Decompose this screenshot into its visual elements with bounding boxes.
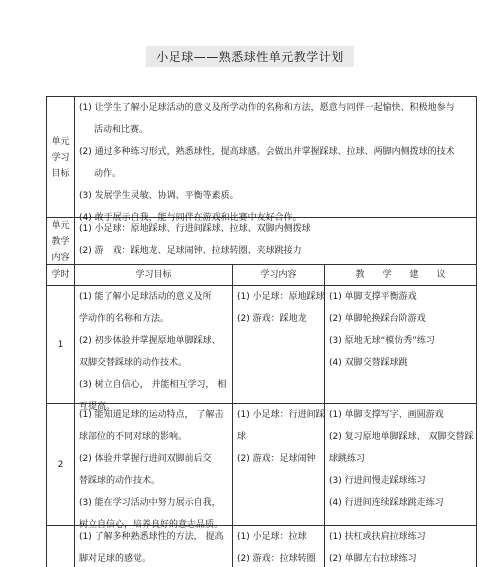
goal-line: (2) 体验并掌握行进间双脚前后交 <box>79 454 212 464</box>
content-line: (1) 小足球：拉球 <box>237 532 307 542</box>
label-line: 教学 <box>51 237 70 247</box>
lesson-content <box>233 286 325 403</box>
goal-line: 互提高。 <box>79 402 116 412</box>
goal-line: (2) 初步体验并掌握原地单脚踩球、 <box>79 336 221 346</box>
label-line: 目标 <box>51 169 70 179</box>
lesson-row <box>47 286 476 412</box>
content-line: (2) 游 戏：踩地龙、足球闹钟、拉球转圈、夹球跳接力 <box>79 246 302 256</box>
goal-line: (1) 了解多种熟悉球性的方法， 提高 <box>79 532 224 542</box>
label-line: 单元 <box>51 221 70 231</box>
goal-line: 脚对足球的感觉。 <box>79 554 152 564</box>
header-advice: 教 学 建 议 <box>355 270 446 280</box>
header-content: 学习内容 <box>233 265 325 285</box>
goal-line: (3) 能在学习活动中努力展示自我， <box>79 498 221 508</box>
lesson-content <box>233 404 325 525</box>
goal-line: (1) 让学生了解小足球活动的意义及所学动作的名称和方法，愿意与同伴一起愉快、积极地参与 <box>79 103 455 113</box>
advice-line: (3) 行进间慢走踩球练习 <box>329 476 426 486</box>
lesson-number <box>47 526 75 567</box>
unit-content-text <box>75 218 476 264</box>
page-title: 小足球——熟悉球性单元教学计划 <box>146 46 354 67</box>
header-goals: 学习目标 <box>75 265 233 285</box>
goal-line: 活动和比赛。 <box>94 125 149 135</box>
lesson-content <box>233 526 325 567</box>
lesson-advice <box>325 404 476 525</box>
unit-content-row <box>47 218 476 265</box>
label-line: 内容 <box>51 253 70 263</box>
goal-line: 替踩球的动作技术。 <box>79 476 161 486</box>
unit-goals-label <box>47 97 75 217</box>
lesson-plan-table <box>46 96 477 567</box>
advice-line: (2) 单脚左右拉球练习 <box>329 554 417 564</box>
content-line: (1) 小足球：原地踩球、行进间踩球、拉球、双脚内侧拨球 <box>79 224 311 234</box>
unit-content-label <box>47 218 75 264</box>
label-line: 学习 <box>51 153 70 163</box>
advice-line: (1) 单脚支撑写字、画圆游戏 <box>329 410 444 420</box>
goal-line: (3) 发展学生灵敏、协调、平衡等素质。 <box>79 191 239 201</box>
content-line: (2) 游戏：拉球转圈 <box>237 554 316 564</box>
unit-goals-row <box>47 97 476 223</box>
table-header-row <box>47 265 476 286</box>
header-lesson: 学时 <box>47 265 75 285</box>
content-line: (1) 小足球：原地踩球 <box>237 292 325 302</box>
lesson-goals <box>75 526 233 567</box>
lesson-row <box>47 526 476 567</box>
lesson-number: 1 <box>47 286 75 403</box>
content-line: 球 <box>237 432 247 442</box>
goal-line: 球部位的不同对球的影响。 <box>79 432 188 442</box>
goal-line: (1) 能知道足球的运动特点， 了解击 <box>79 410 224 420</box>
label-line: 单元 <box>51 137 70 147</box>
goal-line: (3) 树立自信心， 并能相互学习， 相 <box>79 380 227 390</box>
advice-line: (4) 行进间连续踩球跳走练习 <box>329 498 444 508</box>
content-line: (1) 小足球：行进间踩 <box>237 410 325 420</box>
content-line: (2) 游戏：足球闹钟 <box>237 454 316 464</box>
lesson-advice <box>325 286 476 403</box>
goal-line: (2) 通过多种练习形式，熟悉球性，提高球感。会做出并掌握踩球、拉球、两脚内侧拨球的技术 <box>79 147 455 157</box>
goal-line: 动作。 <box>94 169 122 179</box>
advice-line: (1) 扶杠或扶肩拉球练习 <box>329 532 426 542</box>
advice-line: (2) 复习原地单脚踩球、 双脚交替踩 <box>329 432 474 442</box>
lesson-goals <box>75 404 233 530</box>
advice-line: (4) 双脚交替踩球跳 <box>329 358 408 368</box>
advice-line: (3) 原地无球“模仿秀”练习 <box>329 336 435 346</box>
goal-line: 学动作的名称和方法。 <box>79 314 170 324</box>
goal-line: 树立自信心，培养良好的意志品质。 <box>79 520 224 530</box>
goal-line: (1) 能了解小足球活动的意义及所 <box>79 292 212 302</box>
advice-line: (2) 单脚轮换踩台阶游戏 <box>329 314 426 324</box>
lesson-goals <box>75 286 233 412</box>
goal-line: 双脚交替踩球的动作技术。 <box>79 358 188 368</box>
goal-line: (4) 敢于展示自我，能与同伴在游戏和比赛中友好合作。 <box>79 213 302 223</box>
lesson-row <box>47 404 476 530</box>
lesson-advice <box>325 526 476 567</box>
unit-goals-text <box>75 97 476 223</box>
content-line: (2) 游戏：踩地龙 <box>237 314 307 324</box>
advice-line: (1) 单脚支撑平衡游戏 <box>329 292 417 302</box>
title-wrap <box>0 46 500 67</box>
advice-line: 球跳练习 <box>329 454 366 464</box>
lesson-number: 2 <box>47 404 75 525</box>
